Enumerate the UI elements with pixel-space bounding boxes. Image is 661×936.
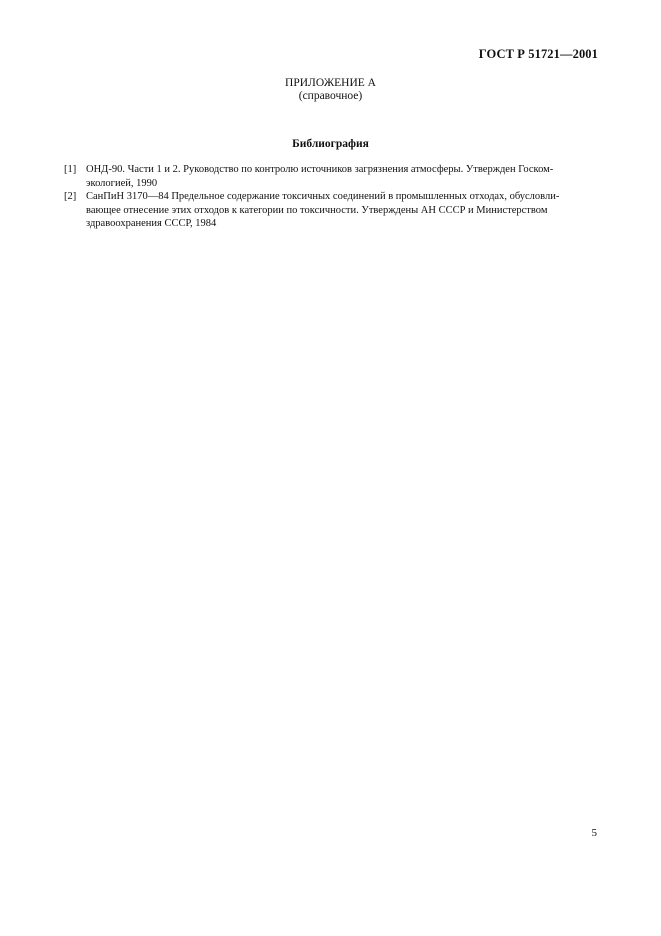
bibliography-item-line: экологией, 1990 (86, 177, 158, 189)
appendix-title: ПРИЛОЖЕНИЕ А (285, 77, 376, 89)
page-number: 5 (591, 827, 597, 839)
bibliography-item-line: здравоохранения СССР, 1984 (86, 218, 217, 229)
bibliography-item-text (86, 163, 598, 190)
bibliography-item (64, 190, 598, 231)
bibliography-item-line: СанПиН 3170—84 Предельное содержание токсичных соединений в промышленных отходах, обусловли- (86, 191, 560, 202)
bibliography-item-text (86, 190, 598, 231)
document-code: ГОСТ Р 51721—2001 (478, 47, 598, 61)
appendix-subtitle: (справочное) (298, 90, 363, 102)
bibliography-list (64, 163, 598, 231)
bibliography-item-line: ОНД-90. Части 1 и 2. Руководство по контролю источников загрязнения атмосферы. Утвержден Госком- (86, 164, 554, 175)
appendix-heading (0, 77, 661, 103)
bibliography-item-number: [1] (64, 164, 77, 175)
bibliography-item-line: вающее отнесение этих отходов к категории по токсичности. Утверждены АН СССР и Министерством (86, 204, 548, 216)
bibliography-title: Библиография (292, 138, 369, 150)
bibliography-item-number: [2] (64, 191, 77, 202)
bibliography-item (64, 163, 598, 190)
